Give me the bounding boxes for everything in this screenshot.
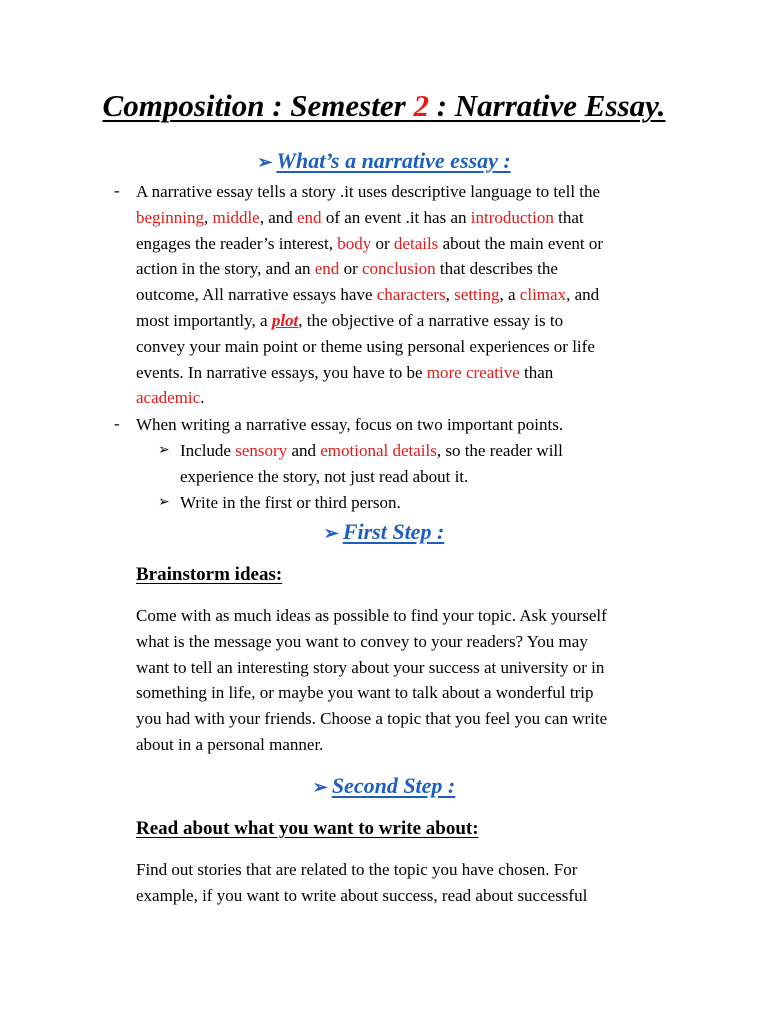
section-heading-first-step [0,519,768,545]
text-span: engages the reader’s interest, [136,233,338,253]
section-heading-narrative-essay [0,148,768,174]
text-span: that [553,207,584,227]
text-span: of an event .it has an [321,207,471,227]
text-span: Include [180,441,236,460]
text-line [136,360,676,386]
title-suffix: : Narrative Essay. [428,88,666,123]
text-span: about the main event or [438,233,604,253]
text-line: convey your main point or theme using personal experiences or life [136,336,595,356]
text-span: and [287,441,321,460]
highlight-term: sensory [235,441,288,460]
text-line [136,256,676,282]
text-line [136,205,676,231]
subheading-brainstorm: Brainstorm ideas: [136,564,283,585]
text-line: example, if you want to write about success, read about successful [136,885,588,905]
arrow-bullet-icon: ➢ [323,523,339,543]
highlight-term: end [314,259,340,279]
text-span: , [204,207,213,227]
list-dash: - [114,414,120,433]
highlight-term: setting [454,285,500,305]
arrow-bullet-icon: ➢ [158,442,170,458]
highlight-term: middle [212,207,260,227]
text-line: about in a personal manner. [136,734,324,754]
text-span: outcome, All narrative essays have [136,285,377,305]
text-line: want to tell an interesting story about your success at university or in [136,657,605,677]
text-span: events. In narrative essays, you have to be [136,362,427,382]
sub-point-person: Write in the first or third person. [180,493,401,512]
text-line: what is the message you want to convey to your readers? You may [136,631,588,651]
read-about-paragraph [136,857,676,909]
highlight-term-plot: plot [271,310,299,330]
section-heading-text: Second Step : [331,773,456,798]
text-line [136,282,676,308]
brainstorm-paragraph [136,603,676,758]
section-heading-text: First Step : [342,519,445,544]
definition-paragraph [136,179,676,411]
focus-points-intro: When writing a narrative essay, focus on two important points. [136,415,564,434]
text-span: , and [259,207,298,227]
text-line: something in life, or maybe you want to talk about a wonderful trip [136,683,594,703]
highlight-term: more creative [426,362,520,382]
text-span: . [200,388,205,408]
text-line: Find out stories that are related to the topic you have chosen. For [136,860,578,879]
text-line [180,438,660,464]
highlight-term: end [297,207,322,227]
highlight-term: beginning [136,207,204,227]
text-line [136,231,676,257]
text-span: that describes the [435,259,558,279]
text-line: A narrative essay tells a story .it uses descriptive language to tell the [136,182,601,201]
text-line [136,385,676,411]
section-heading-second-step [0,773,768,799]
highlight-term: emotional details [320,441,437,460]
highlight-term: climax [519,285,567,305]
text-line: experience the story, not just read about it. [180,466,469,486]
highlight-term: characters [376,285,446,305]
text-span: or [339,259,362,279]
title-semester-number: 2 [413,88,429,123]
text-span: , the objective of a narrative essay is to [298,310,564,330]
text-line: you had with your friends. Choose a topic that you feel you can write [136,709,608,729]
text-span: , and [566,285,600,305]
highlight-term: body [337,233,372,253]
sub-point-sensory [180,438,660,490]
text-span: or [371,233,394,253]
highlight-term: conclusion [361,259,436,279]
text-span: , [445,285,455,305]
section-heading-text: What’s a narrative essay : [276,148,511,173]
text-line [136,308,676,334]
page-title [0,88,768,124]
highlight-term: academic [136,388,201,408]
title-prefix: Composition : Semester [102,88,414,123]
text-line: Come with as much ideas as possible to find your topic. Ask yourself [136,606,607,625]
arrow-bullet-icon: ➢ [257,152,273,172]
text-span: , a [499,285,520,305]
text-span: , so the reader will [436,441,563,460]
list-dash: - [114,181,120,200]
subheading-read-about: Read about what you want to write about: [136,818,479,839]
text-span: most importantly, a [136,310,272,330]
text-span: than [519,362,554,382]
arrow-bullet-icon: ➢ [158,494,170,510]
arrow-bullet-icon: ➢ [312,777,328,797]
highlight-term: details [393,233,439,253]
highlight-term: introduction [470,207,554,227]
text-span: action in the story, and an [136,259,315,279]
